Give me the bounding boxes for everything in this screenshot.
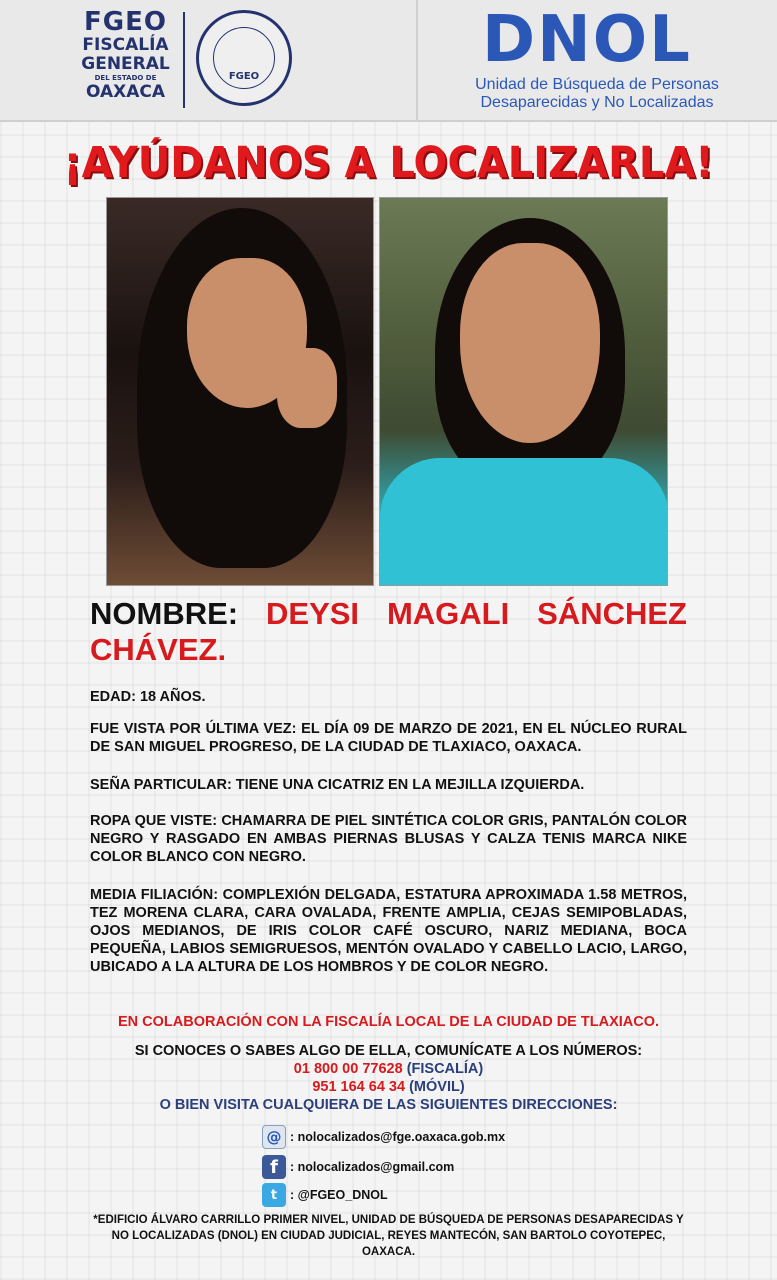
- dnol-subtitle-line1: Unidad de Búsqueda de Personas: [475, 76, 719, 93]
- twitter-icon: t: [262, 1183, 286, 1207]
- twitter-handle[interactable]: : @FGEO_DNOL: [290, 1188, 388, 1202]
- missing-person-photo-left: [106, 197, 374, 586]
- photo-blouse-shape: [380, 458, 668, 586]
- phone-line-2: [0, 1078, 777, 1096]
- seal-text: FGEO: [228, 71, 260, 82]
- phone-line-1: [0, 1060, 777, 1078]
- dnol-title: DNOL: [482, 3, 692, 77]
- name-surname2: CHÁVEZ.: [90, 632, 227, 667]
- fge-brand: FGEO: [84, 7, 167, 37]
- name-middle: MAGALI: [386, 596, 510, 631]
- age-text: EDAD: 18 AÑOS.: [90, 689, 206, 705]
- headline: ¡AYÚDANOS A LOCALIZARLA!: [63, 138, 714, 188]
- fge-line3: OAXACA: [85, 82, 166, 102]
- description-text: MEDIA FILIACIÓN: COMPLEXIÓN DELGADA, ESTATURA APROXIMADA 1.58 METROS, TEZ MORENA CLARA, CARA OVALADA, FRENTE AMPLIA, CEJAS SEMIPOBLADAS, OJOS MEDIANOS, DE IRIS COLOR CAFÉ OSCURO, NARIZ MEDIANA, BOCA PEQUEÑA, LABIOS SEMIGRUESOS, MENTÓN OVALADO Y CABELLO LACIO, LARGO, UBICADO A LA ALTURA DE LOS HOMBROS Y DE COLOR NEGRO.: [90, 887, 687, 975]
- collaboration-note: EN COLABORACIÓN CON LA FISCALÍA LOCAL DE LA CIUDAD DE TLAXIACO.: [117, 1014, 660, 1030]
- email-gmail[interactable]: : nolocalizados@gmail.com: [290, 1160, 455, 1174]
- fge-logo: [78, 8, 173, 102]
- header-divider: [416, 0, 418, 122]
- email-icon: @: [262, 1125, 286, 1149]
- state-seal-icon: [196, 10, 292, 106]
- photo-hand-shape: [277, 348, 337, 428]
- email-official[interactable]: : nolocalizados@fge.oaxaca.gob.mx: [290, 1130, 506, 1144]
- contact-intro: SI CONOCES O SABES ALGO DE ELLA, COMUNÍCATE A LOS NÚMEROS:: [134, 1043, 643, 1059]
- fge-line2: DEL ESTADO DE: [94, 74, 157, 82]
- header: [0, 0, 777, 122]
- dnol-subtitle: [430, 76, 764, 112]
- phone-mobile[interactable]: 951 164 64 34: [312, 1079, 406, 1095]
- address-footnote: *EDIFICIO ÁLVARO CARRILLO PRIMER NIVEL, UNIDAD DE BÚSQUEDA DE PERSONAS DESAPARECIDAS Y NO LOCALIZADAS (DNOL) EN CIUDAD JUDICIAL, REYES MANTECÓN, SAN BARTOLO COYOTEPEC, OAXACA.: [93, 1214, 684, 1258]
- particular-mark-text: SEÑA PARTICULAR: TIENE UNA CICATRIZ EN LA MEJILLA IZQUIERDA.: [90, 777, 585, 793]
- fge-line1b: GENERAL: [81, 54, 170, 74]
- last-seen-text: FUE VISTA POR ÚLTIMA VEZ: EL DÍA 09 DE MARZO DE 2021, EN EL NÚCLEO RURAL DE SAN MIGUEL PROGRESO, DE LA CIUDAD DE TLAXIACO, OAXACA.: [90, 721, 687, 755]
- phone-mobile-label: (MÓVIL): [409, 1079, 465, 1095]
- phone-fiscalia-label: (FISCALÍA): [406, 1061, 484, 1077]
- phone-fiscalia[interactable]: 01 800 00 77628: [293, 1061, 403, 1077]
- name-first: DEYSI: [266, 596, 360, 631]
- missing-person-photo-right: [379, 197, 668, 586]
- fge-line1: FISCALÍA: [82, 35, 169, 55]
- name-surname1: SÁNCHEZ: [537, 596, 687, 631]
- photo-face-shape: [460, 243, 600, 443]
- name-label: NOMBRE:: [90, 596, 239, 631]
- facebook-icon: f: [262, 1155, 286, 1179]
- email-official-row[interactable]: [262, 1124, 505, 1150]
- logo-divider: [183, 12, 185, 108]
- twitter-row[interactable]: [262, 1182, 388, 1208]
- name-row: [90, 596, 687, 632]
- visit-text: O BIEN VISITA CUALQUIERA DE LAS SIGUIENTES DIRECCIONES:: [159, 1097, 618, 1113]
- clothing-text: ROPA QUE VISTE: CHAMARRA DE PIEL SINTÉTICA COLOR GRIS, PANTALÓN COLOR NEGRO Y RASGADO EN AMBAS PIERNAS BLUSAS Y CALZA TENIS MARCA NIKE COLOR BLANCO CON NEGRO.: [90, 813, 687, 865]
- name-block: [90, 596, 687, 668]
- dnol-subtitle-line2: Desaparecidas y No Localizadas: [480, 94, 714, 111]
- facebook-row[interactable]: [262, 1154, 454, 1180]
